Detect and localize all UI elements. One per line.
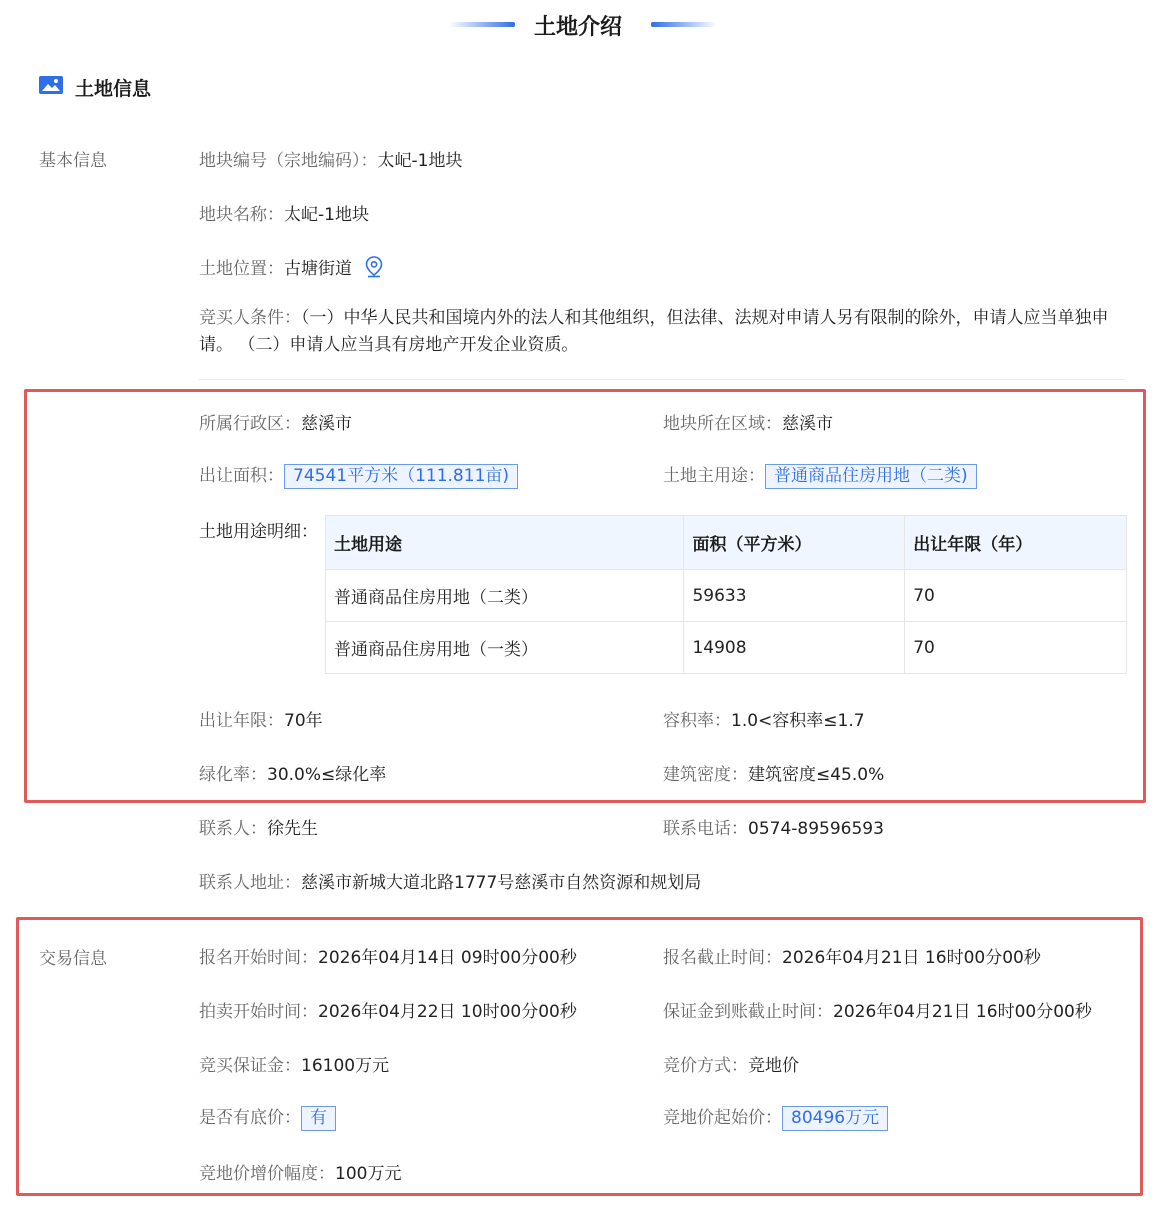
district-value: 慈溪市 xyxy=(301,414,352,434)
start-price-tag: 80496万元 xyxy=(782,1106,888,1131)
building-density-value: 建筑密度≤45.0% xyxy=(748,765,885,785)
reserve-price-tag: 有 xyxy=(301,1106,336,1131)
use-detail-label: 土地用途明细： xyxy=(199,522,318,542)
building-density-row xyxy=(663,760,884,785)
bid-method-value: 竞地价 xyxy=(748,1056,799,1076)
table-header-use: 土地用途 xyxy=(326,516,684,570)
location-label: 土地位置： xyxy=(199,259,284,279)
signup-end-row xyxy=(663,943,1041,968)
section-title: 土地信息 xyxy=(75,78,152,100)
trade-info-label: 交易信息 xyxy=(39,949,107,969)
green-ratio-row xyxy=(199,760,386,785)
header-decor-left xyxy=(449,22,515,27)
parcel-name-value: 太屺-1地块 xyxy=(284,205,369,225)
signup-start-value: 2026年04月14日 09时00分00秒 xyxy=(318,948,577,968)
term-value: 70年 xyxy=(284,711,323,731)
increment-label: 竞地价增价幅度： xyxy=(199,1164,335,1184)
bid-method-row xyxy=(663,1051,799,1076)
area-tag: 74541平方米（111.811亩) xyxy=(284,464,518,489)
signup-end-value: 2026年04月21日 16时00分00秒 xyxy=(782,948,1041,968)
header-decor-right xyxy=(651,22,717,27)
deposit-deadline-label: 保证金到账截止时间： xyxy=(663,1002,833,1022)
region-label: 地块所在区域： xyxy=(663,414,782,434)
signup-end-label: 报名截止时间： xyxy=(663,948,782,968)
region-row xyxy=(663,409,833,434)
main-use-label: 土地主用途： xyxy=(663,466,765,486)
location-pin-icon[interactable] xyxy=(365,256,383,278)
area-label: 出让面积： xyxy=(199,466,284,486)
location-row xyxy=(199,254,383,279)
contact-label: 联系人： xyxy=(199,819,267,839)
contact-value: 徐先生 xyxy=(267,819,318,839)
contact-row xyxy=(199,814,318,839)
auction-start-row xyxy=(199,997,577,1022)
deposit-row xyxy=(199,1051,389,1076)
green-ratio-value: 30.0%≤绿化率 xyxy=(267,765,387,785)
increment-value: 100万元 xyxy=(335,1164,402,1184)
area-row xyxy=(199,461,518,489)
signup-start-row xyxy=(199,943,577,968)
parcel-code-value: 太屺-1地块 xyxy=(377,151,463,171)
land-use-table xyxy=(325,515,1127,674)
phone-value: 0574-89596593 xyxy=(748,819,884,839)
table-cell-area: 59633 xyxy=(684,570,905,622)
table-header-row xyxy=(326,516,1127,570)
divider xyxy=(199,379,1125,380)
phone-row xyxy=(663,814,884,839)
district-label: 所属行政区： xyxy=(199,414,301,434)
building-density-label: 建筑密度： xyxy=(663,765,748,785)
location-value: 古塘街道 xyxy=(284,259,352,279)
term-row xyxy=(199,706,323,731)
green-ratio-label: 绿化率： xyxy=(199,765,267,785)
table-cell-term: 70 xyxy=(905,570,1127,622)
auction-start-label: 拍卖开始时间： xyxy=(199,1002,318,1022)
district-row xyxy=(199,409,352,434)
table-cell-use: 普通商品住房用地（二类） xyxy=(326,570,684,622)
parcel-code-row xyxy=(199,146,462,171)
plot-ratio-row xyxy=(663,706,865,731)
table-cell-use: 普通商品住房用地（一类） xyxy=(326,622,684,674)
basic-info-label: 基本信息 xyxy=(39,151,107,171)
main-use-tag: 普通商品住房用地（二类) xyxy=(765,464,977,489)
reserve-price-row xyxy=(199,1103,336,1131)
contact-address-label: 联系人地址： xyxy=(199,873,301,893)
plot-ratio-label: 容积率： xyxy=(663,711,731,731)
start-price-row xyxy=(663,1103,888,1131)
signup-start-label: 报名开始时间： xyxy=(199,948,318,968)
table-row xyxy=(326,570,1127,622)
table-cell-term: 70 xyxy=(905,622,1127,674)
reserve-price-label: 是否有底价： xyxy=(199,1108,301,1128)
page-title: 土地介绍 xyxy=(534,15,623,40)
region-value: 慈溪市 xyxy=(782,414,833,434)
table-header-area: 面积（平方米） xyxy=(684,516,905,570)
bidder-conditions-label: 竞买人条件： xyxy=(199,308,301,328)
start-price-label: 竞地价起始价： xyxy=(663,1108,782,1128)
contact-address-row xyxy=(199,868,701,893)
contact-address-value: 慈溪市新城大道北路1777号慈溪市自然资源和规划局 xyxy=(301,873,702,893)
auction-start-value: 2026年04月22日 10时00分00秒 xyxy=(318,1002,577,1022)
bidder-conditions-row xyxy=(199,305,1129,359)
deposit-value: 16100万元 xyxy=(301,1056,390,1076)
term-label: 出让年限： xyxy=(199,711,284,731)
table-header-term: 出让年限（年） xyxy=(905,516,1127,570)
increment-row xyxy=(199,1159,401,1184)
table-cell-area: 14908 xyxy=(684,622,905,674)
parcel-name-row xyxy=(199,200,369,225)
bid-method-label: 竞价方式： xyxy=(663,1056,748,1076)
phone-label: 联系电话： xyxy=(663,819,748,839)
deposit-label: 竞买保证金： xyxy=(199,1056,301,1076)
parcel-code-label: 地块编号（宗地编码）： xyxy=(199,151,378,171)
parcel-name-label: 地块名称： xyxy=(199,205,284,225)
image-icon xyxy=(39,76,63,94)
plot-ratio-value: 1.0<容积率≤1.7 xyxy=(731,711,865,731)
deposit-deadline-value: 2026年04月21日 16时00分00秒 xyxy=(833,1002,1092,1022)
table-row xyxy=(326,622,1127,674)
deposit-deadline-row xyxy=(663,997,1092,1022)
bidder-conditions-value: （一）中华人民共和国境内外的法人和其他组织，但法律、法规对申请人另有限制的除外，申请人应当单独申请。 （二）申请人应当具有房地产开发企业资质。 xyxy=(199,308,1109,355)
main-use-row xyxy=(663,461,977,489)
